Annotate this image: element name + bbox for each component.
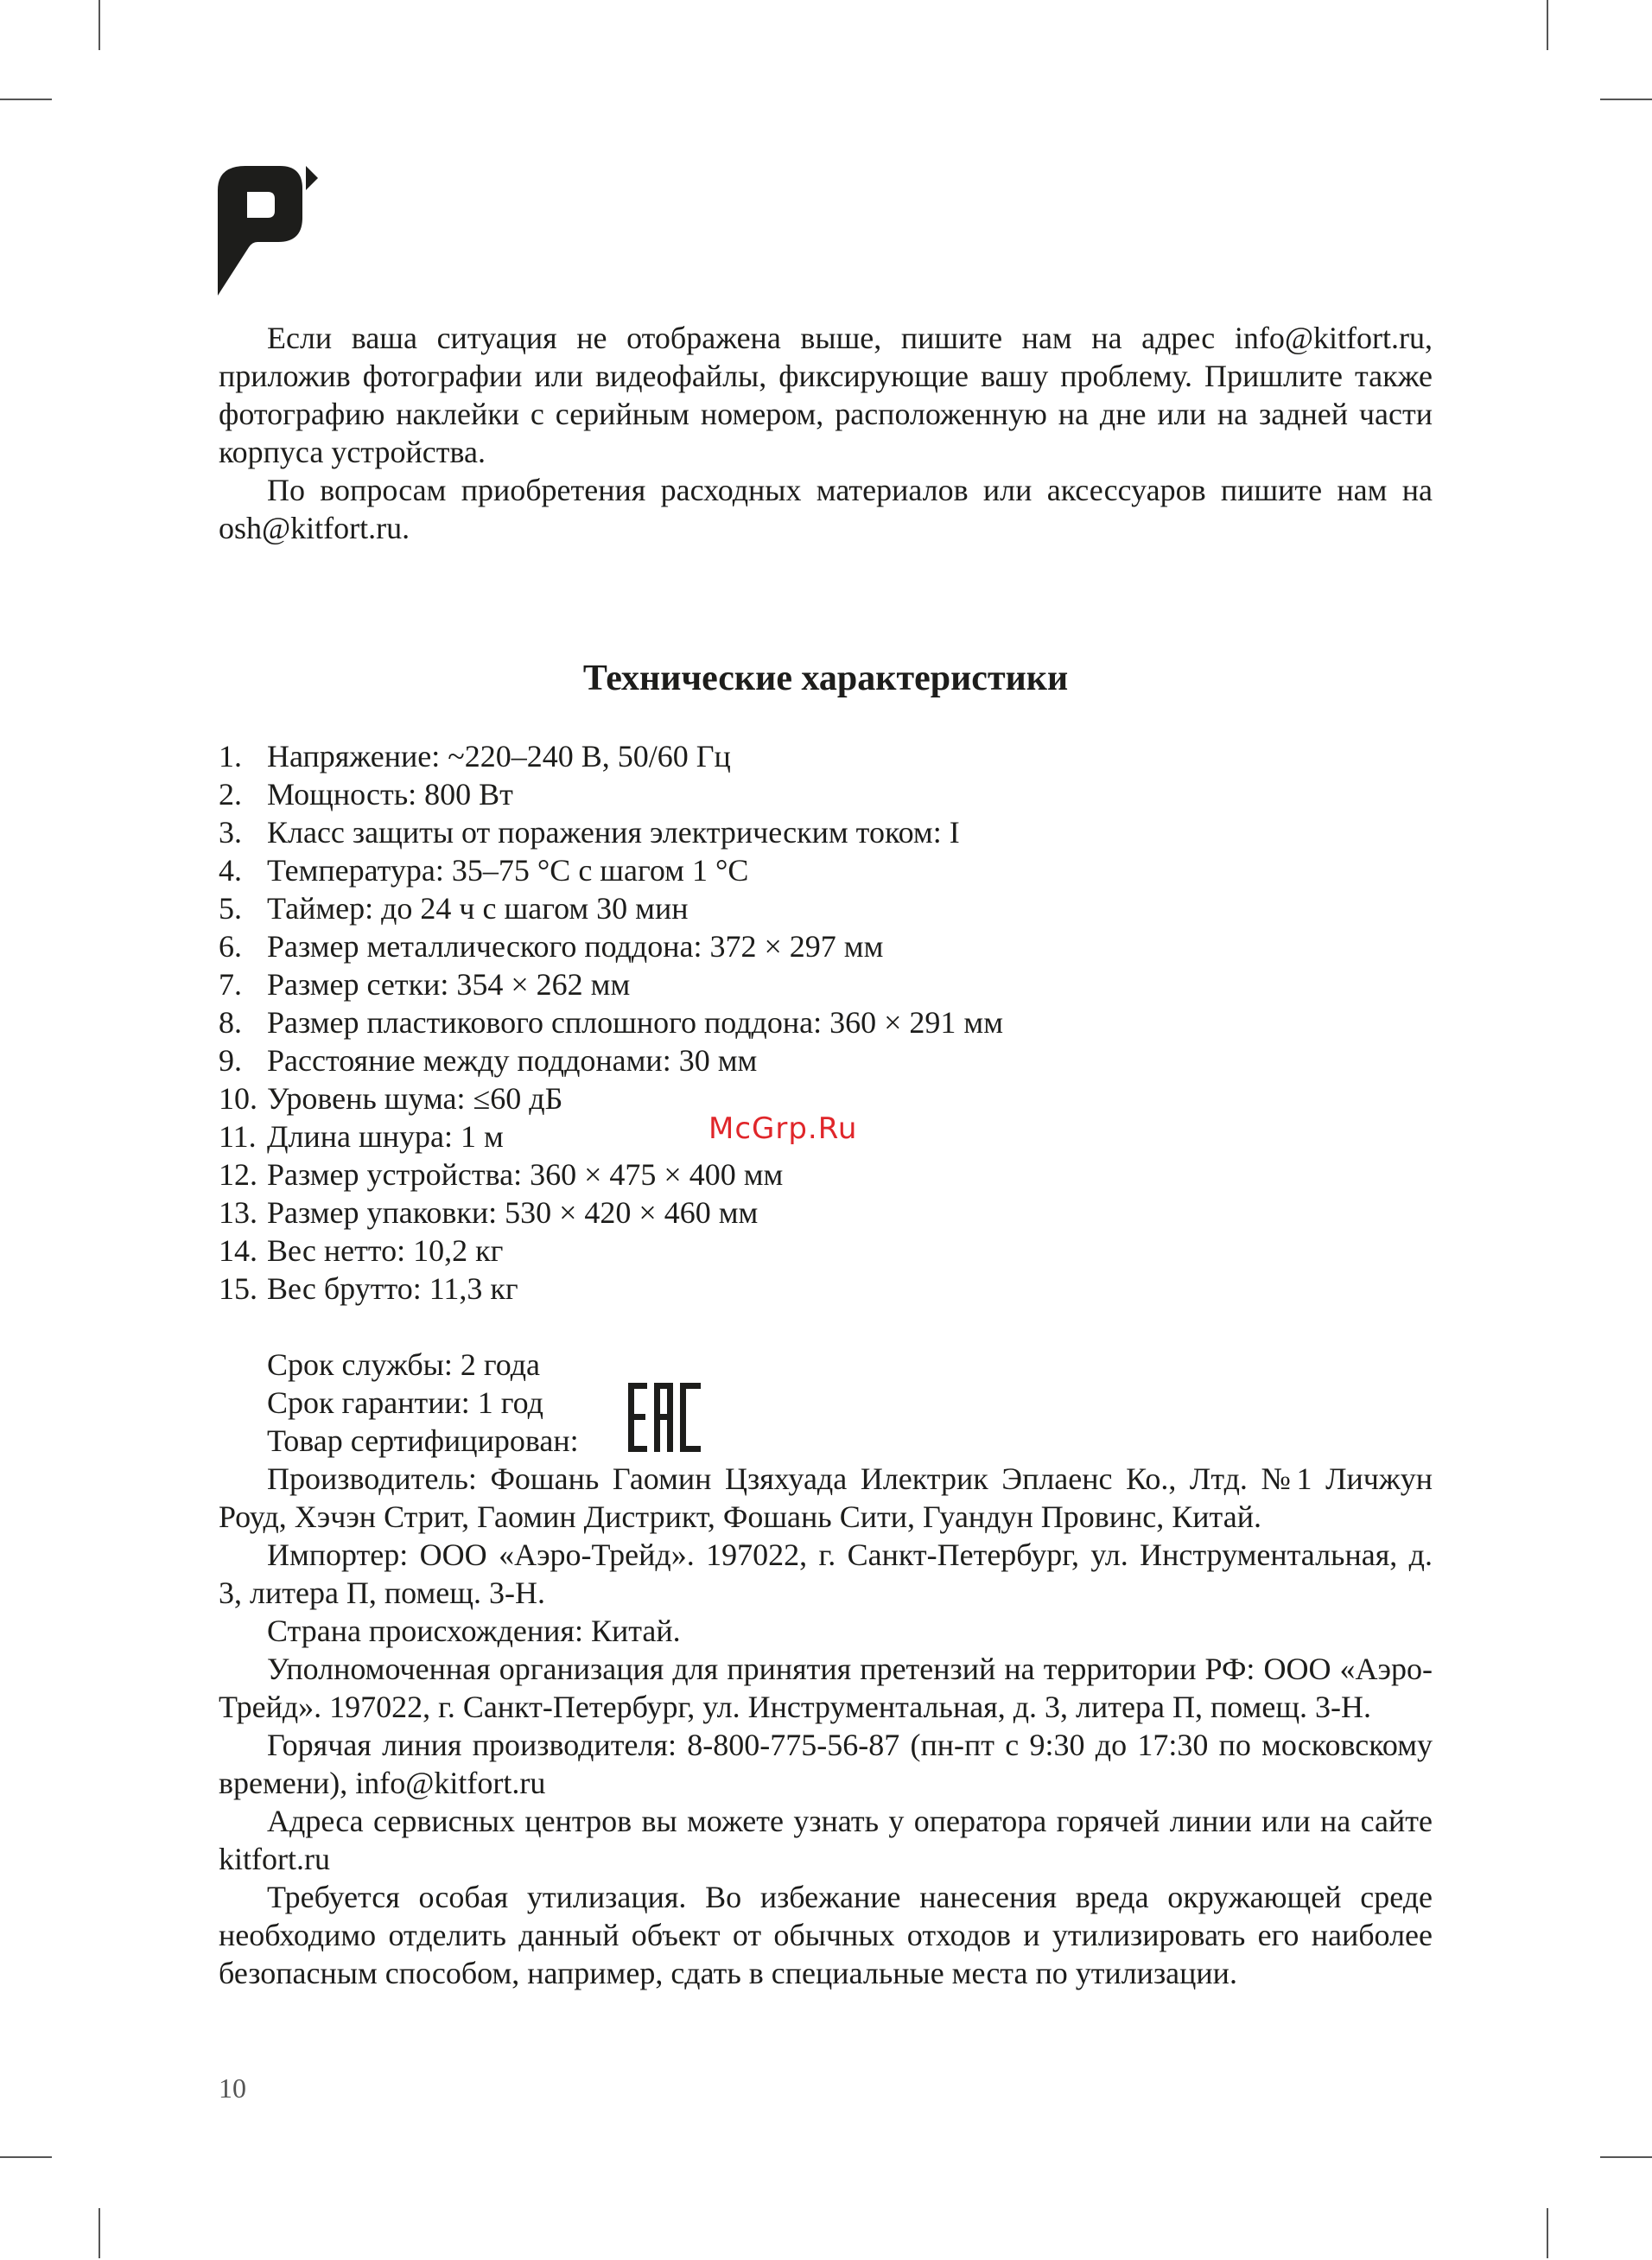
crop-mark-right-bottom — [1600, 2156, 1652, 2158]
importer-paragraph: Импортер: ООО «Аэро-Трейд». 197022, г. Санкт-Петербург, ул. Инструментальная, д. 3, литера П, помещ. 3-Н. — [219, 1537, 1433, 1610]
accessories-paragraph: По вопросам приобретения расходных материалов или аксессуаров пишите нам на osh@kitfort.ru. — [219, 473, 1433, 545]
specs-list — [219, 737, 1433, 1308]
spec-item: 8. Размер пластикового сплошного поддона: 360 × 291 мм — [219, 1005, 1003, 1040]
kitfort-p-logo-icon — [216, 166, 320, 296]
watermark: McGrp.Ru — [708, 1111, 858, 1146]
service-life: Срок службы: 2 года — [267, 1347, 541, 1382]
eac-certification-icon — [628, 1383, 701, 1452]
spec-item: 5. Таймер: до 24 ч с шагом 30 мин — [219, 891, 689, 926]
spec-item: 14. Вес нетто: 10,2 кг — [219, 1233, 504, 1268]
service-info — [219, 1346, 1433, 1460]
specs-title: Технические характеристики — [582, 659, 1069, 698]
crop-mark-bottom-left — [98, 2208, 100, 2258]
crop-mark-top-left — [98, 0, 100, 50]
page-number: 10 — [219, 2072, 246, 2104]
warranty-period: Срок гарантии: 1 год — [267, 1385, 543, 1420]
spec-item: 6. Размер металлического поддона: 372 × 297 мм — [219, 929, 884, 964]
spec-item: 12. Размер устройства: 360 × 475 × 400 мм — [219, 1157, 784, 1192]
crop-mark-bottom-right — [1547, 2208, 1548, 2258]
manufacturer-paragraph: Производитель: Фошань Гаомин Цзяхуада Илектрик Эплаенс Ко., Лтд. №1 Личжун Роуд, Хэчэн Стрит, Гаомин Дистрикт, Фошань Сити, Гуандун Провинс, Китай. — [219, 1461, 1433, 1534]
authorized-organization-paragraph: Уполномоченная организация для принятия претензий на территории РФ: ООО «Аэро-Трейд». 197022, г. Санкт-Петербург, ул. Инструментальная, д. 3, литера П, помещ. 3-Н. — [219, 1652, 1433, 1724]
service-centers-paragraph: Адреса сервисных центров вы можете узнать у оператора горячей линии или на сайте kitfort.ru — [219, 1804, 1433, 1876]
certification-label: Товар сертифицирован: — [267, 1423, 579, 1458]
contact-info — [219, 319, 1433, 547]
crop-mark-left-bottom — [0, 2156, 52, 2158]
spec-item: 15. Вес брутто: 11,3 кг — [219, 1271, 518, 1306]
contact-paragraph: Если ваша ситуация не отображена выше, пишите нам на адрес info@kitfort.ru, приложив фотографии или видеофайлы, фиксирующие вашу проблему. Пришлите также фотографию наклейки с серийным номером, расположенную на дне или на задней части корпуса устройства. — [219, 321, 1433, 469]
legal-info — [219, 1460, 1433, 1992]
spec-item: 7. Размер сетки: 354 × 262 мм — [219, 967, 631, 1002]
origin-paragraph: Страна происхождения: Китай. — [267, 1614, 681, 1648]
crop-mark-right-top — [1600, 99, 1652, 100]
spec-item: 3. Класс защиты от поражения электрическим током: I — [219, 815, 960, 850]
crop-mark-left-top — [0, 99, 52, 100]
spec-item: 1. Напряжение: ~220–240 В, 50/60 Гц — [219, 739, 731, 773]
spec-item: 4. Температура: 35–75 °C с шагом 1 °C — [219, 853, 749, 888]
disposal-paragraph: Требуется особая утилизация. Во избежание нанесения вреда окружающей среде необходимо отделить данный объект от обычных отходов и утилизировать его наиболее безопасным способом, например, сдать в специальные места по утилизации. — [219, 1880, 1433, 1990]
hotline-paragraph: Горячая линия производителя: 8-800-775-56-87 (пн-пт с 9:30 до 17:30 по московскому времени), info@kitfort.ru — [219, 1728, 1433, 1800]
spec-item: 2. Мощность: 800 Вт — [219, 777, 513, 812]
spec-item: 10. Уровень шума: ≤60 дБ — [219, 1081, 563, 1116]
spec-item: 9. Расстояние между поддонами: 30 мм — [219, 1043, 758, 1078]
spec-item: 11. Длина шнура: 1 м — [219, 1119, 504, 1154]
spec-item: 13. Размер упаковки: 530 × 420 × 460 мм — [219, 1195, 759, 1230]
crop-mark-top-right — [1547, 0, 1548, 50]
